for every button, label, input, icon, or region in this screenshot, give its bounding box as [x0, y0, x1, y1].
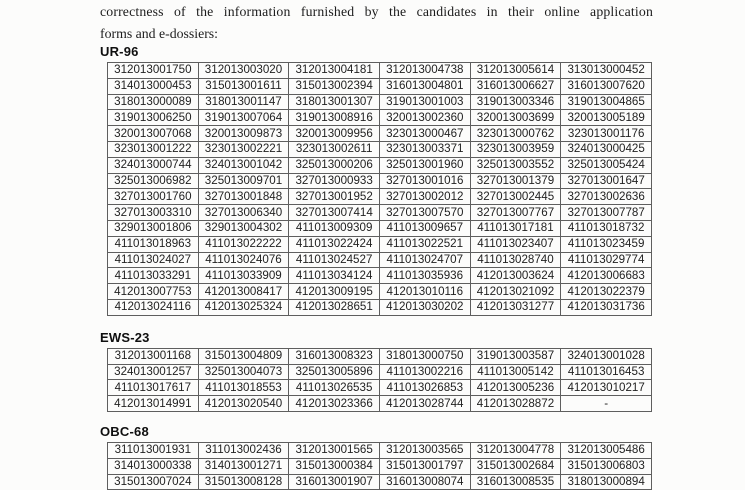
- roll-number-cell: 327013001379: [470, 173, 561, 189]
- roll-number-cell: 316013007620: [561, 78, 652, 94]
- section-heading-ur: UR-96: [100, 44, 139, 59]
- roll-number-cell: 411013026853: [379, 380, 470, 396]
- roll-number-cell: 324013001042: [198, 157, 289, 173]
- roll-number-cell: 316013001907: [289, 474, 380, 490]
- roll-number-cell: 411013028740: [470, 252, 561, 268]
- ur-roll-number-table: [107, 62, 652, 316]
- roll-number-cell: 312013005614: [470, 63, 561, 79]
- intro-line-1: correctness of the information furnished by the candidates in their online application: [100, 4, 653, 19]
- roll-number-cell: 314013000338: [108, 458, 199, 474]
- intro-paragraph: [100, 4, 653, 42]
- table-row: [108, 252, 652, 268]
- roll-number-cell: 411013005142: [470, 364, 561, 380]
- roll-number-cell: 312013004181: [289, 63, 380, 79]
- roll-number-cell: 320013009956: [289, 126, 380, 142]
- roll-number-cell: 327013001016: [379, 173, 470, 189]
- roll-number-cell: 312013003020: [198, 63, 289, 79]
- roll-number-cell: 323013001222: [108, 141, 199, 157]
- roll-number-cell: 312013005486: [561, 442, 652, 458]
- roll-number-cell: 315013008128: [198, 474, 289, 490]
- roll-number-cell: 411013018553: [198, 380, 289, 396]
- roll-number-cell: 411013018963: [108, 236, 199, 252]
- roll-number-cell: 313013000452: [561, 63, 652, 79]
- table-row: [108, 63, 652, 79]
- table-row: [108, 458, 652, 474]
- table-row: [108, 157, 652, 173]
- roll-number-cell: 311013001931: [108, 442, 199, 458]
- roll-number-cell: 412013010217: [561, 380, 652, 396]
- roll-number-cell: 319013003346: [470, 94, 561, 110]
- roll-number-cell: 327013003310: [108, 205, 199, 221]
- roll-number-cell: 411013035936: [379, 268, 470, 284]
- roll-number-cell: 323013002221: [198, 141, 289, 157]
- roll-number-cell: 323013001176: [561, 126, 652, 142]
- roll-number-cell: 325013006982: [108, 173, 199, 189]
- roll-number-cell: 324013001028: [561, 348, 652, 364]
- roll-number-cell: 320013007068: [108, 126, 199, 142]
- roll-number-cell: 327013001647: [561, 173, 652, 189]
- roll-number-cell: 412013008417: [198, 284, 289, 300]
- table-row: [108, 78, 652, 94]
- roll-number-cell: 411013033291: [108, 268, 199, 284]
- roll-number-cell: 319013008916: [289, 110, 380, 126]
- roll-number-cell: 411013029774: [561, 252, 652, 268]
- table-row: [108, 380, 652, 396]
- table-row: [108, 94, 652, 110]
- roll-number-cell: 412013024116: [108, 299, 199, 315]
- roll-number-cell: 327013001952: [289, 189, 380, 205]
- roll-number-cell: 325013005424: [561, 157, 652, 173]
- roll-number-cell: 411013024527: [289, 252, 380, 268]
- roll-number-cell: 323013003959: [470, 141, 561, 157]
- roll-number-cell: 412013009195: [289, 284, 380, 300]
- roll-number-cell: 319013006250: [108, 110, 199, 126]
- roll-number-cell: 315013001611: [198, 78, 289, 94]
- table-row: [108, 220, 652, 236]
- roll-number-cell: 329013004302: [198, 220, 289, 236]
- roll-number-cell: 312013001750: [108, 63, 199, 79]
- roll-number-cell: 325013001960: [379, 157, 470, 173]
- roll-number-cell: 412013014991: [108, 396, 199, 412]
- table-row: [108, 396, 652, 412]
- roll-number-cell: 325013003552: [470, 157, 561, 173]
- roll-number-cell: 412013023366: [289, 396, 380, 412]
- ews-roll-number-table: [107, 348, 652, 412]
- roll-number-cell: 412013020540: [198, 396, 289, 412]
- roll-number-cell: 325013004073: [198, 364, 289, 380]
- page-content: [100, 0, 653, 490]
- table-row: [108, 141, 652, 157]
- roll-number-cell: 411013022521: [379, 236, 470, 252]
- roll-number-cell: 412013007753: [108, 284, 199, 300]
- roll-number-cell: 412013005236: [470, 380, 561, 396]
- table-row: [108, 474, 652, 490]
- table-row: [108, 236, 652, 252]
- roll-number-cell: 312013003565: [379, 442, 470, 458]
- roll-number-cell: 318013000750: [379, 348, 470, 364]
- intro-line-2: forms and e-dossiers:: [100, 26, 219, 41]
- roll-number-cell: 327013002445: [470, 189, 561, 205]
- roll-number-cell: 411013017617: [108, 380, 199, 396]
- roll-number-cell: 327013007767: [470, 205, 561, 221]
- roll-number-cell: 315013000384: [289, 458, 380, 474]
- roll-number-cell: 315013004809: [198, 348, 289, 364]
- roll-number-cell: 412013031736: [561, 299, 652, 315]
- roll-number-cell: 411013017181: [470, 220, 561, 236]
- table-row: [108, 442, 652, 458]
- roll-number-cell: 315013007024: [108, 474, 199, 490]
- roll-number-cell: 324013000425: [561, 141, 652, 157]
- roll-number-cell: 318013001307: [289, 94, 380, 110]
- roll-number-cell: 327013007414: [289, 205, 380, 221]
- roll-number-cell: 412013030202: [379, 299, 470, 315]
- roll-number-cell: 329013001806: [108, 220, 199, 236]
- section-heading-obc: OBC-68: [100, 423, 149, 439]
- roll-number-cell: 315013001797: [379, 458, 470, 474]
- roll-number-cell: 320013005189: [561, 110, 652, 126]
- roll-number-cell: 318013000894: [561, 474, 652, 490]
- roll-number-cell: 412013028744: [379, 396, 470, 412]
- roll-number-cell: 327013006340: [198, 205, 289, 221]
- roll-number-cell: 319013003587: [470, 348, 561, 364]
- roll-number-cell: 412013022379: [561, 284, 652, 300]
- roll-number-cell: 316013006627: [470, 78, 561, 94]
- roll-number-cell: 411013024027: [108, 252, 199, 268]
- roll-number-cell: 411013023407: [470, 236, 561, 252]
- roll-number-cell: 325013009701: [198, 173, 289, 189]
- roll-number-cell: 315013002684: [470, 458, 561, 474]
- roll-number-cell: 411013016453: [561, 364, 652, 380]
- roll-number-cell: -: [561, 396, 652, 412]
- roll-number-cell: 315013006803: [561, 458, 652, 474]
- roll-number-cell: 319013004865: [561, 94, 652, 110]
- roll-number-cell: 411013024707: [379, 252, 470, 268]
- roll-number-cell: 327013007570: [379, 205, 470, 221]
- roll-number-cell: 325013005896: [289, 364, 380, 380]
- roll-number-cell: 314013001271: [198, 458, 289, 474]
- table-row: [108, 348, 652, 364]
- roll-number-cell: 327013001760: [108, 189, 199, 205]
- roll-number-cell: 327013007787: [561, 205, 652, 221]
- roll-number-cell: 311013002436: [198, 442, 289, 458]
- table-row: [108, 284, 652, 300]
- roll-number-cell: 323013000762: [470, 126, 561, 142]
- roll-number-cell: 327013001848: [198, 189, 289, 205]
- table-row: [108, 173, 652, 189]
- roll-number-cell: 411013022222: [198, 236, 289, 252]
- roll-number-cell: 312013004738: [379, 63, 470, 79]
- table-row: [108, 110, 652, 126]
- table-row: [108, 205, 652, 221]
- roll-number-cell: 325013000206: [289, 157, 380, 173]
- roll-number-cell: 320013003699: [470, 110, 561, 126]
- roll-number-cell: 318013001147: [198, 94, 289, 110]
- roll-number-cell: 412013031277: [470, 299, 561, 315]
- table-row: [108, 364, 652, 380]
- roll-number-cell: 312013004778: [470, 442, 561, 458]
- roll-number-cell: 412013003624: [470, 268, 561, 284]
- roll-number-cell: 312013001565: [289, 442, 380, 458]
- roll-number-cell: 411013018732: [561, 220, 652, 236]
- roll-number-cell: 316013008535: [470, 474, 561, 490]
- roll-number-cell: 411013023459: [561, 236, 652, 252]
- roll-number-cell: 314013000453: [108, 78, 199, 94]
- roll-number-cell: 412013006683: [561, 268, 652, 284]
- section-heading-ews: EWS-23: [100, 329, 150, 345]
- roll-number-cell: 319013001003: [379, 94, 470, 110]
- roll-number-cell: 316013008323: [289, 348, 380, 364]
- roll-number-cell: 327013002636: [561, 189, 652, 205]
- table-row: [108, 189, 652, 205]
- roll-number-cell: 312013001168: [108, 348, 199, 364]
- roll-number-cell: 412013025324: [198, 299, 289, 315]
- roll-number-cell: 316013004801: [379, 78, 470, 94]
- roll-number-cell: 323013003371: [379, 141, 470, 157]
- roll-number-cell: 324013001257: [108, 364, 199, 380]
- roll-number-cell: 411013009309: [289, 220, 380, 236]
- roll-number-cell: 319013007064: [198, 110, 289, 126]
- obc-roll-number-table: [107, 442, 652, 490]
- roll-number-cell: 320013009873: [198, 126, 289, 142]
- roll-number-cell: 316013008074: [379, 474, 470, 490]
- roll-number-cell: 411013002216: [379, 364, 470, 380]
- roll-number-cell: 411013026535: [289, 380, 380, 396]
- roll-number-cell: 324013000744: [108, 157, 199, 173]
- roll-number-cell: 323013002611: [289, 141, 380, 157]
- table-row: [108, 126, 652, 142]
- roll-number-cell: 412013028872: [470, 396, 561, 412]
- roll-number-cell: 411013033909: [198, 268, 289, 284]
- roll-number-cell: 412013010116: [379, 284, 470, 300]
- table-row: [108, 299, 652, 315]
- roll-number-cell: 412013021092: [470, 284, 561, 300]
- roll-number-cell: 411013009657: [379, 220, 470, 236]
- table-row: [108, 268, 652, 284]
- roll-number-cell: 411013022424: [289, 236, 380, 252]
- roll-number-cell: 320013002360: [379, 110, 470, 126]
- roll-number-cell: 327013000933: [289, 173, 380, 189]
- roll-number-cell: 323013000467: [379, 126, 470, 142]
- roll-number-cell: 327013002012: [379, 189, 470, 205]
- roll-number-cell: 412013028651: [289, 299, 380, 315]
- roll-number-cell: 318013000089: [108, 94, 199, 110]
- roll-number-cell: 411013034124: [289, 268, 380, 284]
- roll-number-cell: 411013024076: [198, 252, 289, 268]
- roll-number-cell: 315013002394: [289, 78, 380, 94]
